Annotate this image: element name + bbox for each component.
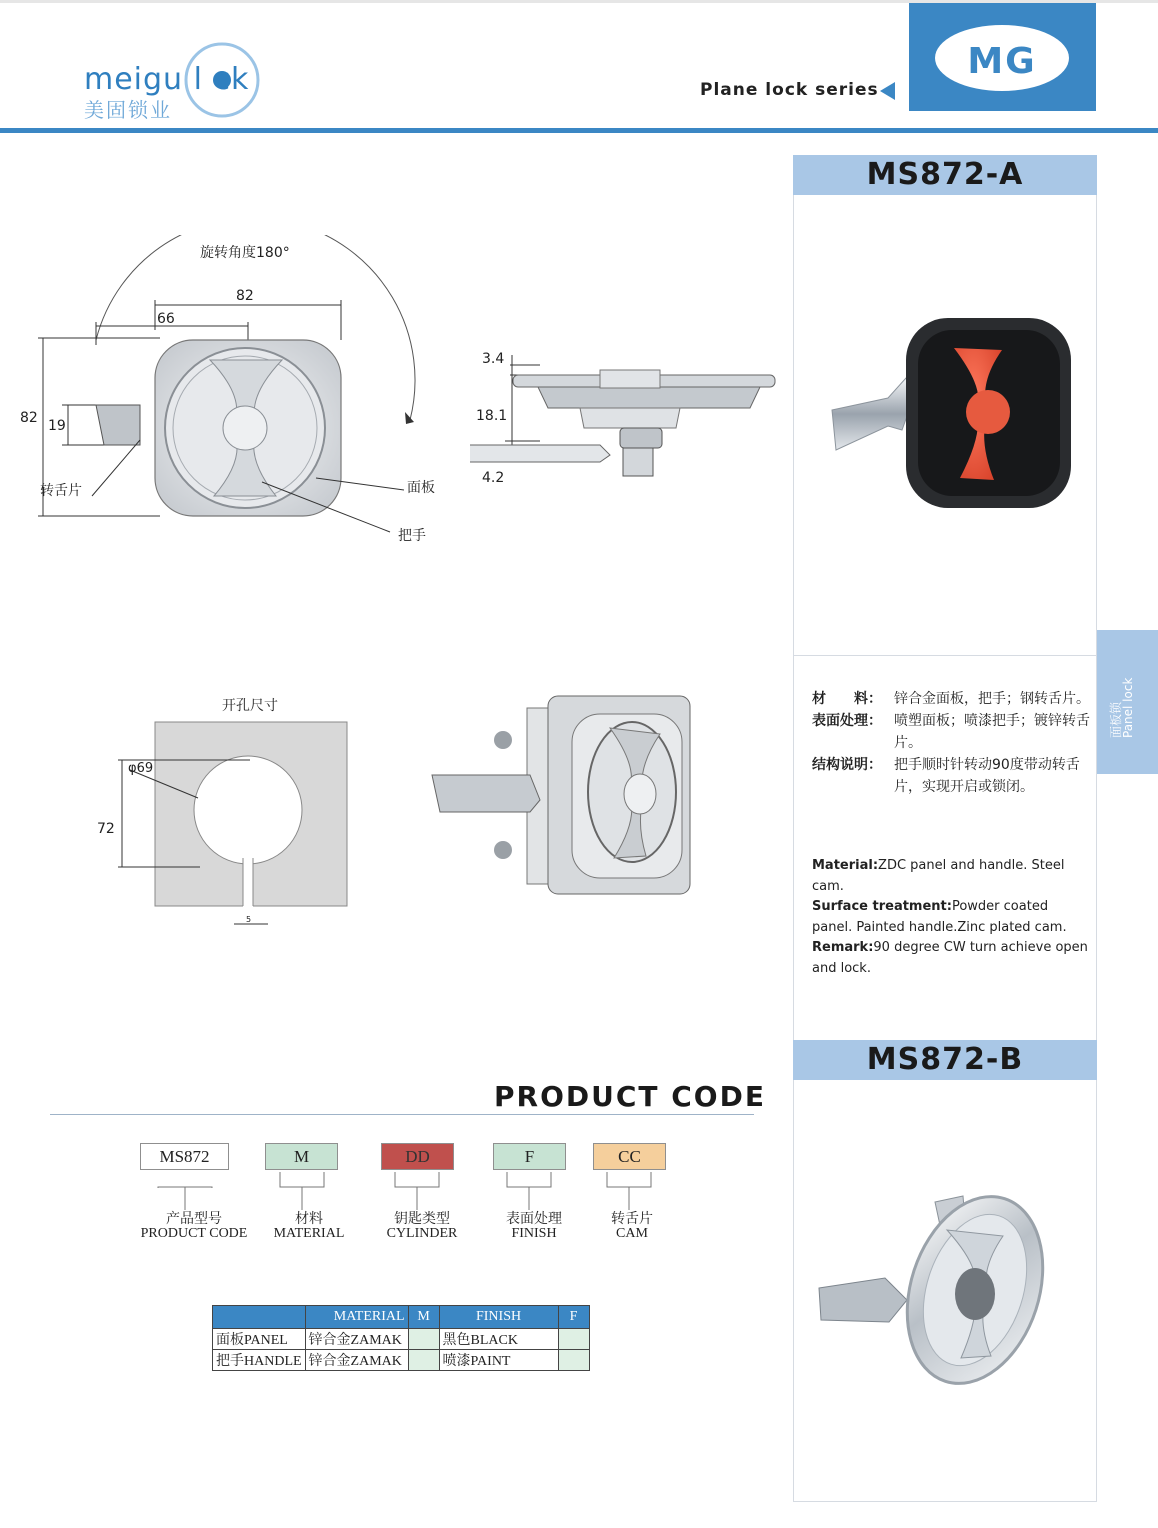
product-code-title: PRODUCT CODE bbox=[494, 1080, 766, 1113]
side-tab-en: Panel lock bbox=[1121, 677, 1135, 738]
dim-66: 66 bbox=[157, 311, 175, 327]
mg-badge bbox=[909, 3, 1096, 111]
mg-badge-ellipse bbox=[935, 25, 1069, 91]
spec-cn-row-material: 材 料： 锌合金面板，把手；钢转舌片。 bbox=[812, 691, 1090, 707]
product-b-photo bbox=[815, 1190, 1075, 1395]
series-arrow-icon bbox=[880, 82, 895, 100]
table-row: 面板PANEL 锌合金ZAMAK 黑色BLACK bbox=[213, 1329, 590, 1350]
header-rule bbox=[0, 128, 1158, 133]
product-code-rule bbox=[50, 1114, 754, 1115]
spec-cn-row-remark: 结构说明： 把手顺时针转动90度带动转舌片，实现开启或锁闭。 bbox=[812, 757, 1080, 795]
code-label-finish: 表面处理 FINISH bbox=[506, 1212, 562, 1241]
dim-3-4: 3.4 bbox=[482, 351, 505, 367]
cutout-title: 开孔尺寸 bbox=[222, 698, 278, 714]
dim-72: 72 bbox=[97, 821, 115, 837]
isometric-drawing bbox=[425, 688, 695, 903]
rotation-angle-label: 旋转角度180° bbox=[200, 245, 290, 261]
code-box-cylinder: DD bbox=[381, 1143, 454, 1170]
dim-82-left: 82 bbox=[20, 410, 38, 426]
code-label-product: 产品型号 PRODUCT CODE bbox=[140, 1212, 248, 1241]
dim-phi69: φ69 bbox=[128, 761, 154, 776]
code-box-cam: CC bbox=[593, 1143, 666, 1170]
dim-18-1: 18.1 bbox=[476, 408, 508, 424]
front-view-drawing bbox=[15, 235, 475, 555]
dim-82-top: 82 bbox=[236, 288, 254, 304]
material-finish-table bbox=[212, 1305, 590, 1371]
side-view-drawing bbox=[470, 340, 780, 490]
code-box-material: M bbox=[265, 1143, 338, 1170]
product-a-divider bbox=[794, 655, 1096, 656]
side-tab-cn: 面板锁 bbox=[1109, 701, 1123, 738]
table-row: 把手HANDLE 锌合金ZAMAK 喷漆PAINT bbox=[213, 1350, 590, 1371]
dim-5: 5 bbox=[246, 915, 252, 924]
side-tab-panel-lock bbox=[1097, 630, 1158, 774]
dim-4-2: 4.2 bbox=[482, 470, 505, 486]
spec-en-material: Material:ZDC panel and handle. Steel cam. bbox=[812, 858, 1065, 894]
product-b-title: MS872-B bbox=[793, 1040, 1097, 1080]
cutout-drawing bbox=[90, 690, 360, 930]
spec-chinese bbox=[812, 688, 1092, 798]
code-label-cylinder: 钥匙类型 CYLINDER bbox=[386, 1212, 458, 1241]
code-box-product: MS872 bbox=[140, 1143, 229, 1170]
code-box-finish: F bbox=[493, 1143, 566, 1170]
product-a-title: MS872-A bbox=[793, 155, 1097, 195]
spec-english bbox=[812, 856, 1092, 979]
cam-label: 转舌片 bbox=[40, 483, 82, 499]
mg-badge-text: MG bbox=[967, 41, 1037, 82]
brand-chinese-name: 美固锁业 bbox=[84, 98, 172, 122]
spec-en-surface: Surface treatment:Powder coated panel. Painted handle.Zinc plated cam. bbox=[812, 899, 1067, 935]
spec-en-remark: Remark:90 degree CW turn achieve open and lock. bbox=[812, 940, 1088, 976]
series-title: Plane lock series bbox=[700, 80, 879, 100]
brand-wordmark: meigu l ck bbox=[84, 62, 250, 97]
code-label-cam: 转舌片 CAM bbox=[611, 1212, 653, 1241]
panel-label: 面板 bbox=[407, 480, 435, 496]
product-a-photo bbox=[826, 300, 1076, 515]
table-header-row: MATERIAL M FINISH F bbox=[213, 1306, 590, 1329]
spec-cn-row-surface: 表面处理： 喷塑面板；喷漆把手；镀锌转舌片。 bbox=[812, 713, 1090, 751]
dim-19: 19 bbox=[48, 418, 66, 434]
code-brackets bbox=[140, 1170, 670, 1215]
handle-label: 把手 bbox=[398, 528, 426, 544]
code-label-material: 材料 MATERIAL bbox=[273, 1212, 345, 1241]
